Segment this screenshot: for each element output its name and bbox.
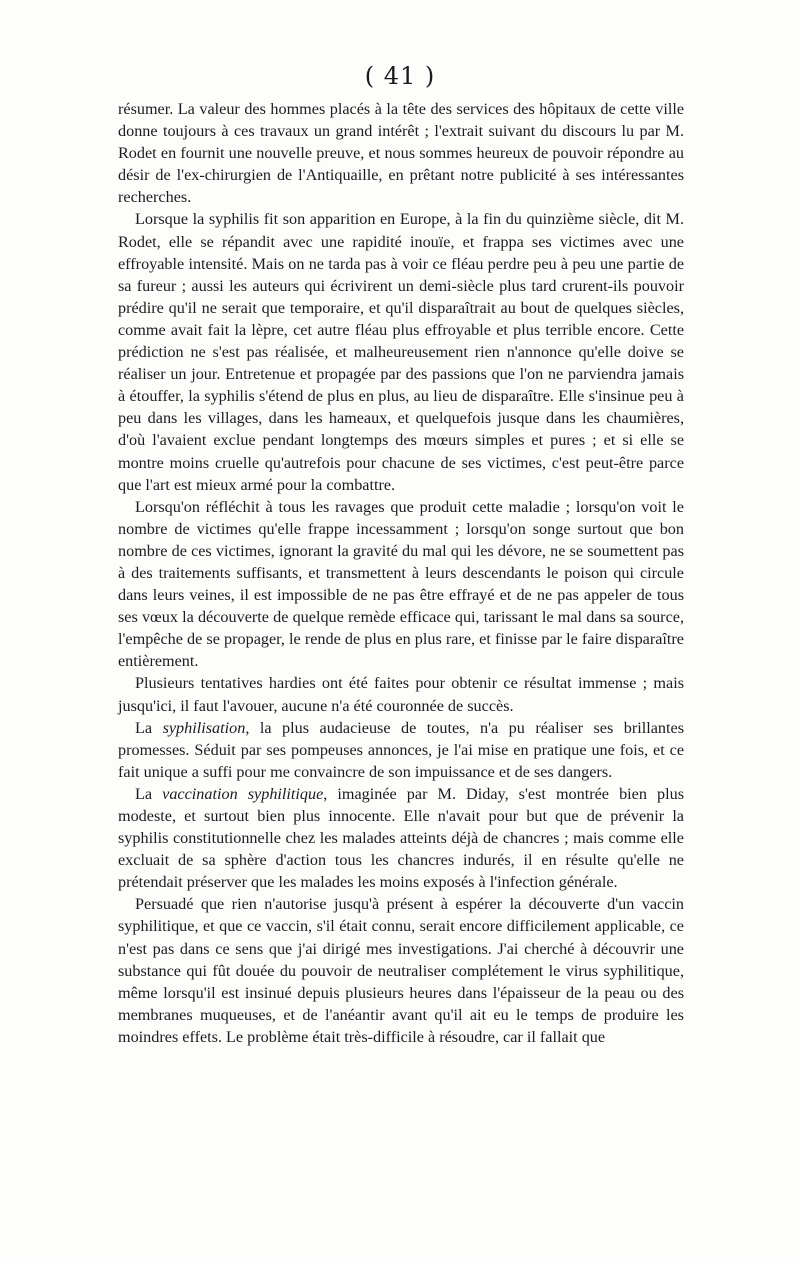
paragraph-6-rest: , imaginée par M. Diday, s'est montrée bien plus modeste, et surtout bien plus innocente. Elle n'avait pour but que de prévenir la syphilis constitutionnelle chez les malades atteints déjà de chancres ; mais comme elle excluait de sa sphère d'action tous les chancres indurés, il en résulte qu'elle ne prétendait préserver que les malades les moins exposés à l'infection générale.	[118, 784, 684, 892]
body-text	[118, 98, 684, 1048]
paragraph-7: Persuadé que rien n'autorise jusqu'à présent à espérer la découverte d'un vaccin syphilitique, et que ce vaccin, s'il était connu, serait encore difficilement applicable, ce n'est pas dans ce sens que j'ai dirigé mes investigations. J'ai cherché à découvrir une substance qui fût douée du pouvoir de neutraliser complétement le virus syphilitique, même lorsqu'il est insinué depuis plusieurs heures dans l'épaisseur de la peau ou des membranes muqueuses, et de l'anéantir avant qu'il ait eu le temps de produire les moindres effets. Le problème était très-difficile à résoudre, car il fallait que	[118, 895, 684, 1046]
page-number: ( 41 )	[364, 62, 436, 90]
vaccination-term: vaccination syphilitique	[162, 784, 324, 803]
paragraph-4: Plusieurs tentatives hardies ont été faites pour obtenir ce résultat immense ; mais jusqu'ici, il faut l'avouer, aucune n'a été couronnée de succès.	[118, 674, 684, 715]
paragraph-3: Lorsqu'on réfléchit à tous les ravages que produit cette maladie ; lorsqu'on voit le nombre de victimes qu'elle frappe incessamment ; lorsqu'on songe surtout que bon nombre de ces victimes, ignorant la gravité du mal qui les dévore, ne se soumettent pas à des traitements suffisants, et transmettent à leurs descendants le poison qui circule dans leurs veines, il est impossible de ne pas être effrayé et de ne pas appeler de tous ses vœux la découverte de quelque remède efficace qui, tarissant le mal dans sa source, l'empêche de se propager, le rende de plus en plus rare, et finisse par le faire disparaître entièrement.	[118, 497, 684, 671]
paragraph-6	[118, 783, 684, 893]
syphilisation-term: syphilisation	[162, 718, 246, 737]
paragraph-5	[118, 717, 684, 783]
paragraph-1: résumer. La valeur des hommes placés à la tête des services des hôpitaux de cette ville donne toujours à ces travaux un grand intérêt ; l'extrait suivant du discours lu par M. Rodet en fournit une nouvelle preuve, et nous sommes heureux de pouvoir répondre au désir de l'ex-chirurgien de l'Antiquaille, en prêtant notre publicité à ses intéressantes recherches.	[118, 100, 684, 207]
paragraph-6-lead: La	[135, 784, 163, 803]
paragraph-5-rest: , la plus audacieuse de toutes, n'a pu réaliser ses brillantes promesses. Séduit par ses pompeuses annonces, je l'ai mise en pratique une fois, et ce fait unique a suffi pour me convaincre de son impuissance et de ses dangers.	[118, 718, 684, 781]
paragraph-2: Lorsque la syphilis fit son apparition en Europe, à la fin du quinzième siècle, dit M. Rodet, elle se répandit avec une rapidité inouïe, et frappa ses victimes avec une effroyable intensité. Mais on ne tarda pas à voir ce fléau perdre peu à peu une partie de sa fureur ; aussi les auteurs qui écrivirent un demi-siècle plus tard crurent-ils pouvoir prédire qu'il ne serait que temporaire, et qu'il disparaîtrait au bout de quelques siècles, comme avait fait la lèpre, cet autre fléau plus effroyable et plus terrible encore. Cette prédiction ne s'est pas réalisée, et malheureusement rien n'annonce qu'elle doive se réaliser un jour. Entretenue et propagée par des passions que l'on ne parviendra jamais à étouffer, la syphilis s'étend de plus en plus, au lieu de disparaître. Elle s'insinue peu à peu dans les villages, dans les hameaux, et quelquefois jusque dans les chaumières, d'où l'avaient exclue pendant longtemps des mœurs simples et pures ; et si elle se montre moins cruelle qu'autrefois pour chacune de ses victimes, c'est peut-être parce que l'art est mieux armé pour la combattre.	[118, 210, 684, 494]
paragraph-5-lead: La	[135, 718, 163, 737]
